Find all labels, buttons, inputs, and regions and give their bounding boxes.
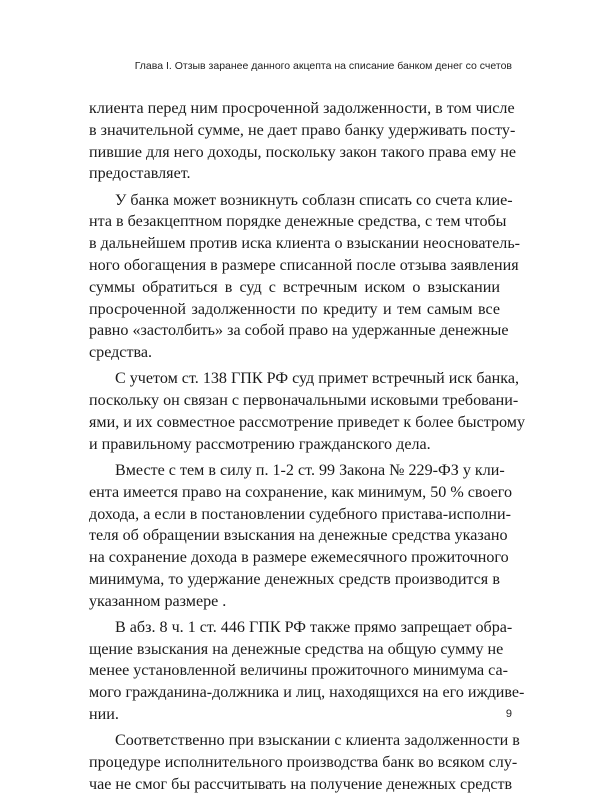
text-line: указанном размере . <box>89 592 227 610</box>
text-line: Соответственно при взыскании с клиента задолженности в <box>115 732 520 750</box>
text-line: процедуре исполнительного производства банк во всяком слу- <box>89 754 518 772</box>
body-text <box>89 98 526 800</box>
text-line: нии. <box>89 706 119 724</box>
text-line: просроченной задолженности по кредиту и тем самым все <box>89 300 500 318</box>
text-line: В абз. 8 ч. 1 ст. 446 ГПК РФ также прямо запрещает обра- <box>115 618 513 636</box>
text-line: теля об обращении взыскания на денежные средства указано <box>89 527 508 545</box>
text-line: в дальнейшем против иска клиента о взыскании неоснователь- <box>89 235 521 253</box>
paragraph <box>89 368 526 455</box>
text-line: средства. <box>89 344 153 362</box>
text-line: менее установленной величины прожиточного минимума са- <box>89 662 509 680</box>
running-header: Глава I. Отзыв заранее данного акцепта на списание банком денег со счетов <box>134 60 512 72</box>
text-line: клиента перед ним просроченной задолженности, в том числе <box>89 100 515 117</box>
text-line: ного обогащения в размере списанной после отзыва заявления <box>89 256 519 274</box>
text-line: нта в безакцептном порядке денежные средства, с тем чтобы <box>89 213 507 231</box>
text-line: в значительной сумме, не дает право банку удерживать посту- <box>89 121 516 139</box>
text-line: минимума, то удержание денежных средств производится в <box>89 570 500 588</box>
page-number: 9 <box>505 708 512 720</box>
text-line: на сохранение дохода в размере ежемесячного прожиточного <box>89 549 509 567</box>
text-line: поскольку он связан с первоначальными исковыми требовани- <box>89 392 519 410</box>
text-line: равно «застолбить» за собой право на удержанные денежные <box>89 322 509 340</box>
text-line: и правильному рассмотрению гражданского дела. <box>89 435 431 453</box>
text-line: суммы обратиться в суд с встречным иском о взыскании <box>89 278 500 296</box>
text-line: Вместе с тем в силу п. 1-2 ст. 99 Закона № 229-ФЗ у кли- <box>115 461 505 479</box>
text-line: щение взыскания на денежные средства на общую сумму не <box>89 640 504 658</box>
text-line: дохода, а если в постановлении судебного пристава-исполни- <box>89 505 511 523</box>
text-line: пившие для него доходы, поскольку закон такого права ему не <box>89 143 517 161</box>
paragraph <box>89 190 521 364</box>
paragraph <box>89 460 513 613</box>
text-line: С учетом ст. 138 ГПК РФ суд примет встречный иск банка, <box>115 370 520 388</box>
paragraph <box>89 730 520 795</box>
text-line: У банка может возникнуть соблазн списать со счета клие- <box>115 191 513 209</box>
paragraph <box>89 617 525 726</box>
paragraph <box>89 98 517 185</box>
text-line: предоставляет. <box>89 165 191 183</box>
text-line: мого гражданина-должника и лиц, находящихся на его иждиве- <box>89 684 525 702</box>
text-line: ями, и их совместное рассмотрение приведет к более быстрому <box>89 413 526 431</box>
text-line: чае не смог бы рассчитывать на получение денежных средств <box>89 775 513 793</box>
text-line: ента имеется право на сохранение, как минимум, 50 % своего <box>89 483 513 501</box>
